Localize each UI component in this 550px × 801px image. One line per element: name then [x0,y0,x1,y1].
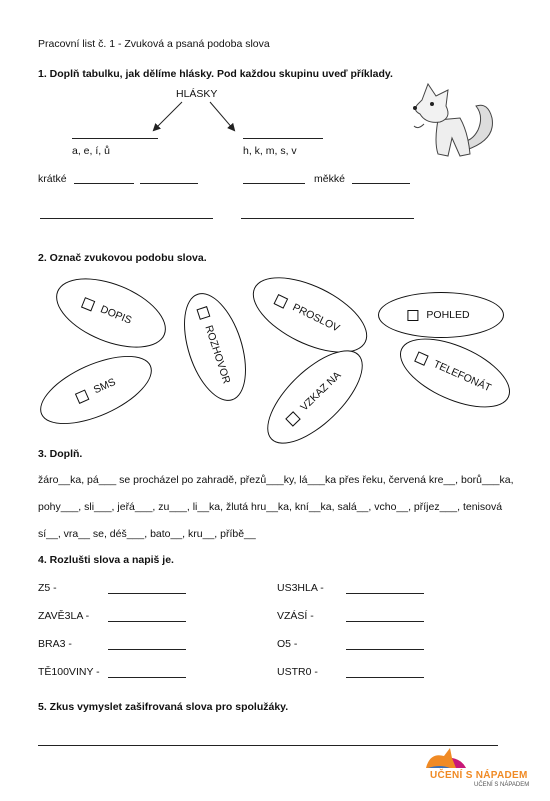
examples-blank-left[interactable] [40,218,213,219]
checkbox-sms[interactable] [75,389,90,404]
task1-heading: 1. Doplň tabulku, jak dělíme hlásky. Pod každou skupinu uveď příklady. [38,68,393,80]
checkbox-dopis[interactable] [81,297,95,311]
word-vzkaz-na: VZKAZ NA [298,369,344,414]
oval-proslov[interactable] [242,262,379,368]
soft-blank-1[interactable] [243,183,305,184]
answer-right-4[interactable] [346,677,424,678]
left-arrow [154,102,182,130]
logo-subtext: UČENÍ S NÁPADEM [474,782,530,788]
right-group-blank[interactable] [243,138,323,139]
answer-left-4[interactable] [108,677,186,678]
oval-pohled[interactable] [378,292,504,338]
word-telefonat: TELEFONÁT [431,358,493,395]
checkbox-rozhovor[interactable] [197,306,211,320]
short-blank-1[interactable] [74,183,134,184]
task2-heading: 2. Označ zvukovou podobu slova. [38,252,207,264]
fill-line-2: pohy___, sli___, jeřá___, zu___, li__ka, žlutá hru__ka, kní__ka, salá__, vcho__, příjez___, tenisová [38,501,503,513]
hlasky-root-label: HLÁSKY [176,88,218,100]
logo-text: UČENÍ S NÁPADEM [430,770,528,781]
checkbox-vzkaz-na[interactable] [285,411,301,427]
answer-right-3[interactable] [346,649,424,650]
cipher-right-4: USTR0 - [277,666,318,678]
checkbox-telefonat[interactable] [414,351,429,366]
answer-right-1[interactable] [346,593,424,594]
short-blank-2[interactable] [140,183,198,184]
short-label: krátké [38,173,67,185]
fox-illustration [408,80,503,165]
branch-arrows [140,98,250,138]
right-arrow [210,102,234,130]
word-pohled: POHLED [426,309,470,321]
task4-heading: 4. Rozlušti slova a napiš je. [38,554,174,566]
soft-blank-2[interactable] [352,183,410,184]
page-title: Pracovní list č. 1 - Zvuková a psaná podoba slova [38,38,270,50]
word-proslov: PROSLOV [290,301,342,335]
oval-telefonat[interactable] [390,324,520,421]
cipher-left-3: BRA3 - [38,638,72,650]
cipher-right-1: US3HLA - [277,582,324,594]
left-group-examples: a, e, í, ů [72,145,110,157]
answer-left-3[interactable] [108,649,186,650]
left-group-blank[interactable] [72,138,158,139]
fill-line-1: žáro__ka, pá___ se procházel po zahradě, přezů___ky, lá___ka přes řeku, červená kre__, borů___ka, [38,474,514,486]
fill-line-3: sí__, vra__ se, déš___, bato__, kru__, příbě__ [38,528,256,540]
word-dopis: DOPIS [98,303,134,327]
examples-blank-right[interactable] [241,218,414,219]
oval-vzkaz-na[interactable] [252,335,377,459]
cipher-right-3: O5 - [277,638,298,650]
cipher-left-4: TĚ100VINY - [38,666,100,678]
soft-label: měkké [314,173,345,185]
answer-left-1[interactable] [108,593,186,594]
right-group-examples: h, k, m, s, v [243,145,297,157]
answer-left-2[interactable] [108,621,186,622]
word-rozhovor: ROZHOVOR [202,323,233,386]
oval-sms[interactable] [31,342,162,438]
oval-dopis[interactable] [46,264,175,361]
checkbox-proslov[interactable] [274,294,289,309]
cipher-left-2: ZAVĚ3LA - [38,610,90,622]
task5-heading: 5. Zkus vymyslet zašifrovaná slova pro spolužáky. [38,701,289,713]
fox-logo-icon [422,746,470,772]
answer-right-2[interactable] [346,621,424,622]
task3-heading: 3. Doplň. [38,448,83,460]
cipher-left-1: Z5 - [38,582,57,594]
word-sms: SMS [91,376,118,397]
cipher-right-2: VZÁSÍ - [277,610,314,622]
checkbox-pohled[interactable] [407,310,418,321]
oval-rozhovor[interactable] [172,285,258,408]
